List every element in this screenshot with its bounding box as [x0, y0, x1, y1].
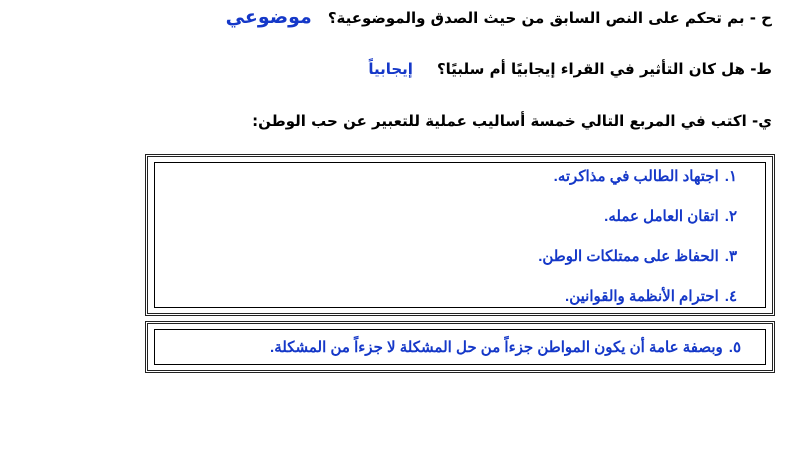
method-item-2 [604, 207, 737, 225]
question-h [226, 6, 772, 28]
question-t-text: هل كان التأثير في القراء إيجابيًا أم سلبيًا؟ [436, 60, 745, 78]
question-y-prefix: ي- [746, 112, 772, 130]
method-num: ٥. [728, 339, 741, 356]
answer-box-last-inner [154, 329, 766, 365]
method-num: ١. [724, 168, 737, 185]
question-t-answer: إيجابياً [368, 60, 413, 78]
question-h-prefix: ح - [744, 9, 772, 27]
answer-box-last [145, 321, 775, 373]
method-num: ٣. [724, 248, 737, 265]
question-t-prefix: ط- [744, 60, 772, 78]
method-text: وبصفة عامة أن يكون المواطن جزءاً من حل المشكلة لا جزءاً من المشكلة. [270, 339, 723, 356]
answer-box-inner [154, 162, 766, 308]
method-item-3 [538, 247, 737, 265]
question-h-answer: موضوعي [225, 6, 312, 28]
question-y-text: اكتب في المربع التالي خمسة أساليب عملية للتعبير عن حب الوطن: [252, 112, 747, 130]
method-num: ٤. [724, 288, 737, 305]
method-item-5 [270, 338, 741, 356]
method-text: الحفاظ على ممتلكات الوطن. [538, 248, 719, 265]
method-text: اجتهاد الطالب في مذاكرته. [553, 168, 719, 185]
method-num: ٢. [724, 208, 737, 225]
question-h-text: بم تحكم على النص السابق من حيث الصدق والموضوعية؟ [327, 9, 745, 27]
question-y [252, 112, 772, 130]
method-text: احترام الأنظمة والقوانين. [565, 288, 719, 305]
method-item-4 [565, 287, 737, 305]
answer-box-main [145, 154, 775, 316]
method-text: اتقان العامل عمله. [604, 208, 719, 225]
question-t [368, 60, 772, 78]
method-item-1 [554, 167, 737, 185]
